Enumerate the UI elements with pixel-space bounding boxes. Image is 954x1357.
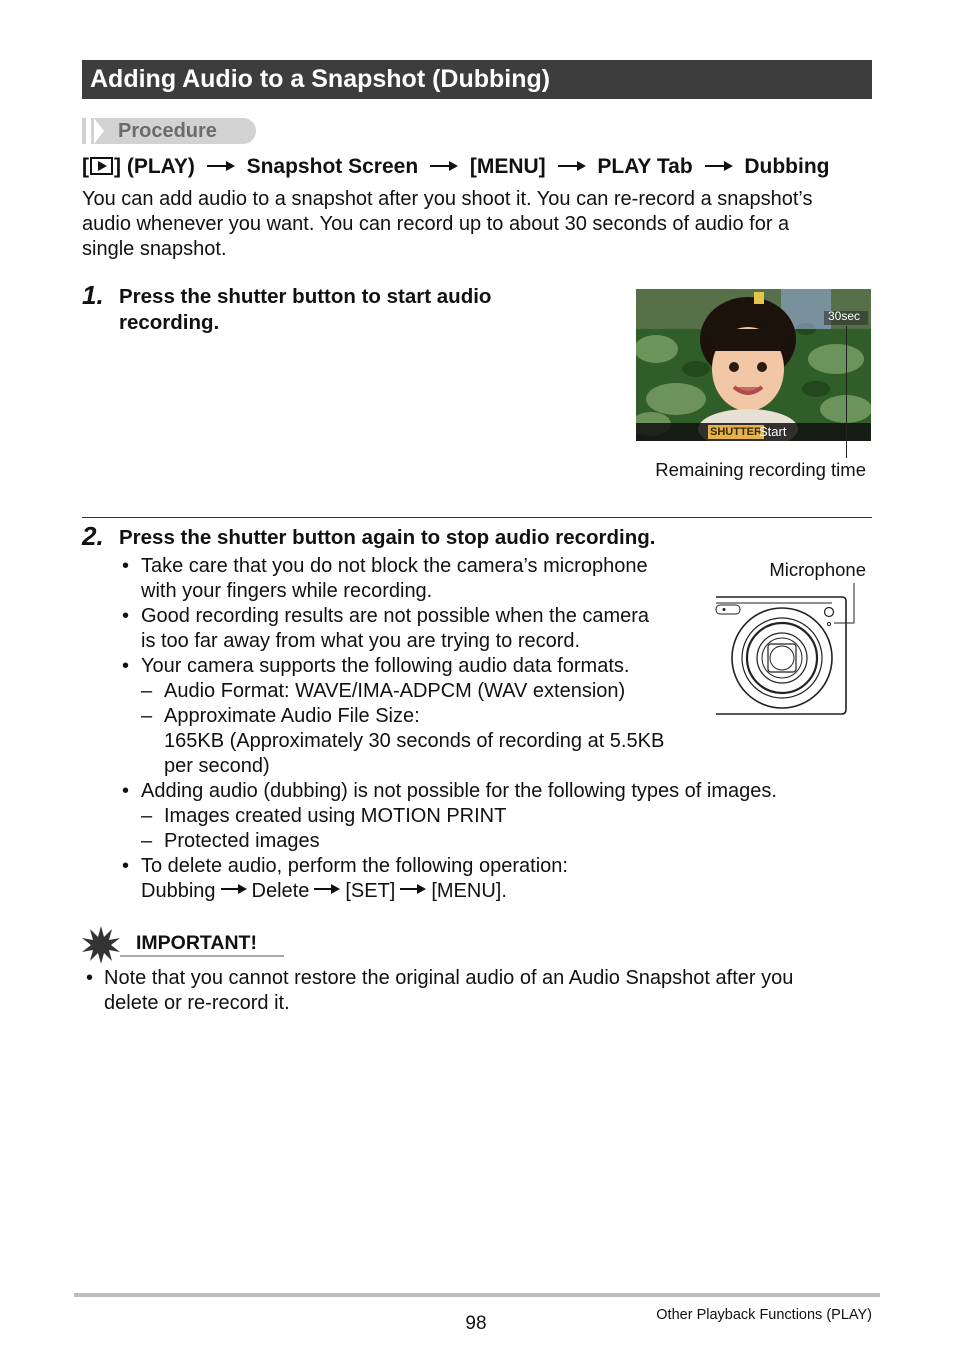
- bullet-mark: •: [122, 605, 130, 627]
- callout-line: [846, 326, 847, 458]
- intro-paragraph: [82, 187, 872, 262]
- path-dubbing: Dubbing: [744, 155, 830, 178]
- play-icon: [90, 157, 113, 175]
- camera-screen-photo: [636, 289, 871, 441]
- bullet-mark: •: [122, 555, 130, 577]
- sub-item-text: 165KB (Approximately 30 seconds of recording at 5.5KB: [164, 730, 665, 752]
- path-play-tab: PLAY Tab: [597, 155, 693, 178]
- path-snapshot-screen: Snapshot Screen: [246, 155, 419, 178]
- path-menu: [MENU]: [469, 155, 546, 178]
- important-underline: [120, 955, 284, 957]
- bullet-text: To delete audio, perform the following operation:: [141, 855, 568, 877]
- microphone-caption: Microphone: [769, 559, 866, 580]
- delete-path-set: [SET]: [345, 880, 396, 902]
- path-bracket: [: [82, 155, 89, 178]
- bullet-text: Good recording results are not possible when the camera: [141, 605, 650, 627]
- step-1-line: Press the shutter button to start audio: [119, 285, 492, 308]
- bullet-mark: •: [122, 855, 130, 877]
- sub-item-text: per second): [164, 755, 270, 777]
- step-2-text: Press the shutter button again to stop audio recording.: [119, 526, 656, 549]
- shutter-badge: SHUTTER: [710, 426, 762, 438]
- delete-path-menu: [MENU].: [431, 880, 507, 902]
- step-1-number: 1.: [82, 280, 104, 310]
- step-1-line: recording.: [119, 311, 220, 334]
- sub-item-text: Approximate Audio File Size:: [164, 705, 420, 727]
- procedure-tag: [82, 118, 256, 144]
- bullet-mark: •: [122, 655, 130, 677]
- important-line: Note that you cannot restore the original audio of an Audio Snapshot after you: [104, 967, 794, 989]
- camera-front-icon: [712, 583, 862, 723]
- bullet-mark: •: [122, 780, 130, 802]
- arrow-right-icon: [430, 160, 458, 172]
- intro-line: You can add audio to a snapshot after you shoot it. You can re-record a snapshot’s: [82, 188, 813, 210]
- remaining-time-readout: 30sec: [828, 309, 861, 323]
- bullet-text: Take care that you do not block the camera’s microphone: [141, 555, 648, 577]
- arrow-right-icon: [558, 160, 586, 172]
- step-2-number: 2.: [82, 521, 104, 551]
- important-label: IMPORTANT!: [136, 932, 257, 954]
- sub-item-text: Protected images: [164, 830, 320, 852]
- section-title: Adding Audio to a Snapshot (Dubbing): [82, 60, 872, 99]
- delete-path: [141, 879, 507, 904]
- bullet-text: Your camera supports the following audio data formats.: [141, 655, 630, 677]
- path-play: ] (PLAY): [114, 155, 195, 178]
- delete-path-dubbing: Dubbing: [141, 880, 216, 902]
- arrow-right-icon: [400, 883, 426, 895]
- bullet-text: Adding audio (dubbing) is not possible for the following types of images.: [141, 780, 777, 802]
- arrow-right-icon: [705, 160, 733, 172]
- step-1-text: [119, 284, 599, 336]
- remaining-time-caption: Remaining recording time: [655, 459, 866, 480]
- sub-item-text: Audio Format: WAVE/IMA-ADPCM (WAV extension): [164, 680, 626, 702]
- page-number: 98: [465, 1313, 487, 1334]
- delete-path-delete: Delete: [251, 880, 310, 902]
- bullet-text: is too far away from what you are trying to record.: [141, 630, 581, 652]
- bullet-mark: •: [86, 967, 94, 989]
- arrow-right-icon: [207, 160, 235, 172]
- intro-line: audio whenever you want. You can record up to about 30 seconds of audio for a: [82, 213, 790, 235]
- bullet-text: with your fingers while recording.: [141, 580, 433, 602]
- procedure-label: Procedure: [118, 120, 217, 142]
- start-label: Start: [759, 424, 787, 439]
- footer-section: Other Playback Functions (PLAY): [656, 1307, 872, 1323]
- arrow-right-icon: [314, 883, 340, 895]
- intro-line: single snapshot.: [82, 238, 227, 260]
- procedure-stripe: [86, 118, 91, 144]
- menu-path: [82, 153, 882, 181]
- dash-mark: –: [141, 830, 153, 852]
- dash-mark: –: [141, 705, 153, 727]
- dash-mark: –: [141, 680, 153, 702]
- dash-mark: –: [141, 805, 153, 827]
- important-line: delete or re-record it.: [104, 992, 290, 1014]
- step-divider: [82, 517, 872, 518]
- footer-rule: [74, 1293, 880, 1297]
- sub-item-text: Images created using MOTION PRINT: [164, 805, 507, 827]
- starburst-icon: [82, 926, 120, 964]
- arrow-right-icon: [221, 883, 247, 895]
- procedure-chevron-icon: [94, 118, 104, 144]
